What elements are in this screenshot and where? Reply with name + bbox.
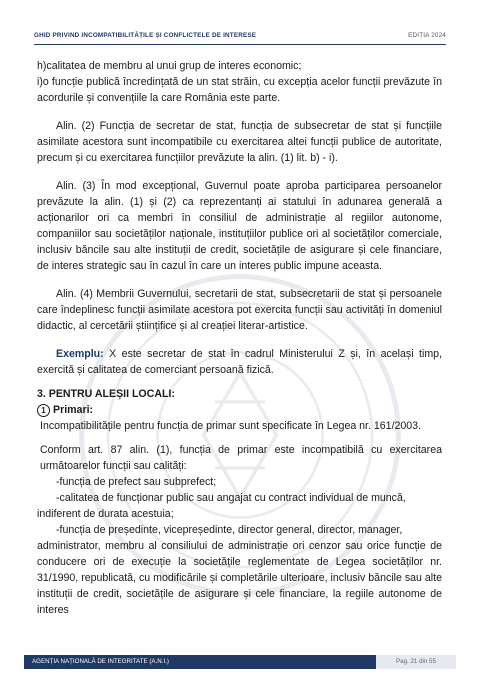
header-divider xyxy=(34,44,446,45)
item-h: h)calitatea de membru al unui grup de interes economic; xyxy=(37,60,302,72)
page-content xyxy=(37,58,442,618)
paragraph-alin-2: Alin. (2) Funcția de secretar de stat, funcția de subsecretar de stat și funcțiile asimilate acestora sunt incompatibile cu exercitarea altei funcții publice de autoritate, precum și cu exercitarea funcțiilor prevăzute la alin. (1) lit. b) - i). xyxy=(37,120,442,164)
list-item-continuation: administrator, membru al consiliului de administrație ori cenzor sau orice funcție de conducere ori de execuție la societățile reglementate de Legea societăților nr. 31/1990, republicată, cu modificările și completările ulterioare, inclusiv băncile sau alte instituții de credit, societățile de asigurare și cele financiare, la regiile autonome de interes xyxy=(37,540,442,616)
paragraph-alin-4: Alin. (4) Membrii Guvernului, secretarii de stat, subsecretarii de stat și persoanele care îndeplinesc funcții asimilate acestora pot exercita funcții sau activități în domeniul didactic, al cercetării științifice și al creației literar-artistice. xyxy=(37,288,442,332)
document-title: GHID PRIVIND INCOMPATIBILITĂȚILE ȘI CONFLICTELE DE INTERESE xyxy=(34,32,257,39)
example-text: X este secretar de stat în cadrul Ministerului Z și, în același timp, exercită și calitatea de comerciant persoană fizică. xyxy=(37,348,442,376)
page-footer xyxy=(24,655,456,669)
edition-label: EDIȚIA 2024 xyxy=(408,32,446,39)
example-label: Exemplu: xyxy=(56,348,104,360)
article-87-paragraph: Conform art. 87 alin. (1), funcția de primar este incompatibilă cu exercitarea următoarelor funcții sau calități: xyxy=(40,444,442,472)
agency-name: AGENȚIA NAȚIONALĂ DE INTEGRITATE (A.N.I.) xyxy=(32,658,169,665)
section-title: 3. PENTRU ALEȘII LOCALI: xyxy=(37,388,175,400)
list-item: -funcția de prefect sau subprefect; xyxy=(56,476,217,488)
page-header xyxy=(34,30,446,44)
primari-intro: Incompatibilitățile pentru funcția de primar sunt specificate în Legea nr. 161/2003. xyxy=(40,420,422,432)
subsection-primari xyxy=(37,402,442,418)
example-paragraph xyxy=(37,346,442,378)
list-item-continuation: indiferent de durata acestuia; xyxy=(37,508,174,520)
item-i: i)o funcție publică încredințată de un stat străin, cu excepția acelor funcții prevăzute în acordurile și convențiile la care România este parte. xyxy=(37,76,442,104)
page-number: Pag. 21 din 55 xyxy=(376,655,456,669)
list-item: -funcția de președinte, vicepreședinte, director general, director, manager, xyxy=(56,524,403,536)
subsection-label: Primari: xyxy=(53,404,94,416)
paragraph-alin-3: Alin. (3) În mod excepțional, Guvernul poate aproba participarea persoanelor prevăzute la alin. (1) și (2) ca reprezentanți ai statului în adunarea generală a acționarilor ori ca membri în consiliul de administrație al regiilor autonome, companiilor sau societăților naționale, instituțiilor publice ori al societăților comerciale, inclusiv băncile sau alte instituții de credit, societățile de asigurare și cele financiare, de interes strategic sau în cazul în care un interes public impune aceasta. xyxy=(37,180,442,272)
list-item: -calitatea de funcționar public sau angajat cu contract individual de muncă, xyxy=(56,492,406,504)
number-badge: 1 xyxy=(37,404,50,417)
